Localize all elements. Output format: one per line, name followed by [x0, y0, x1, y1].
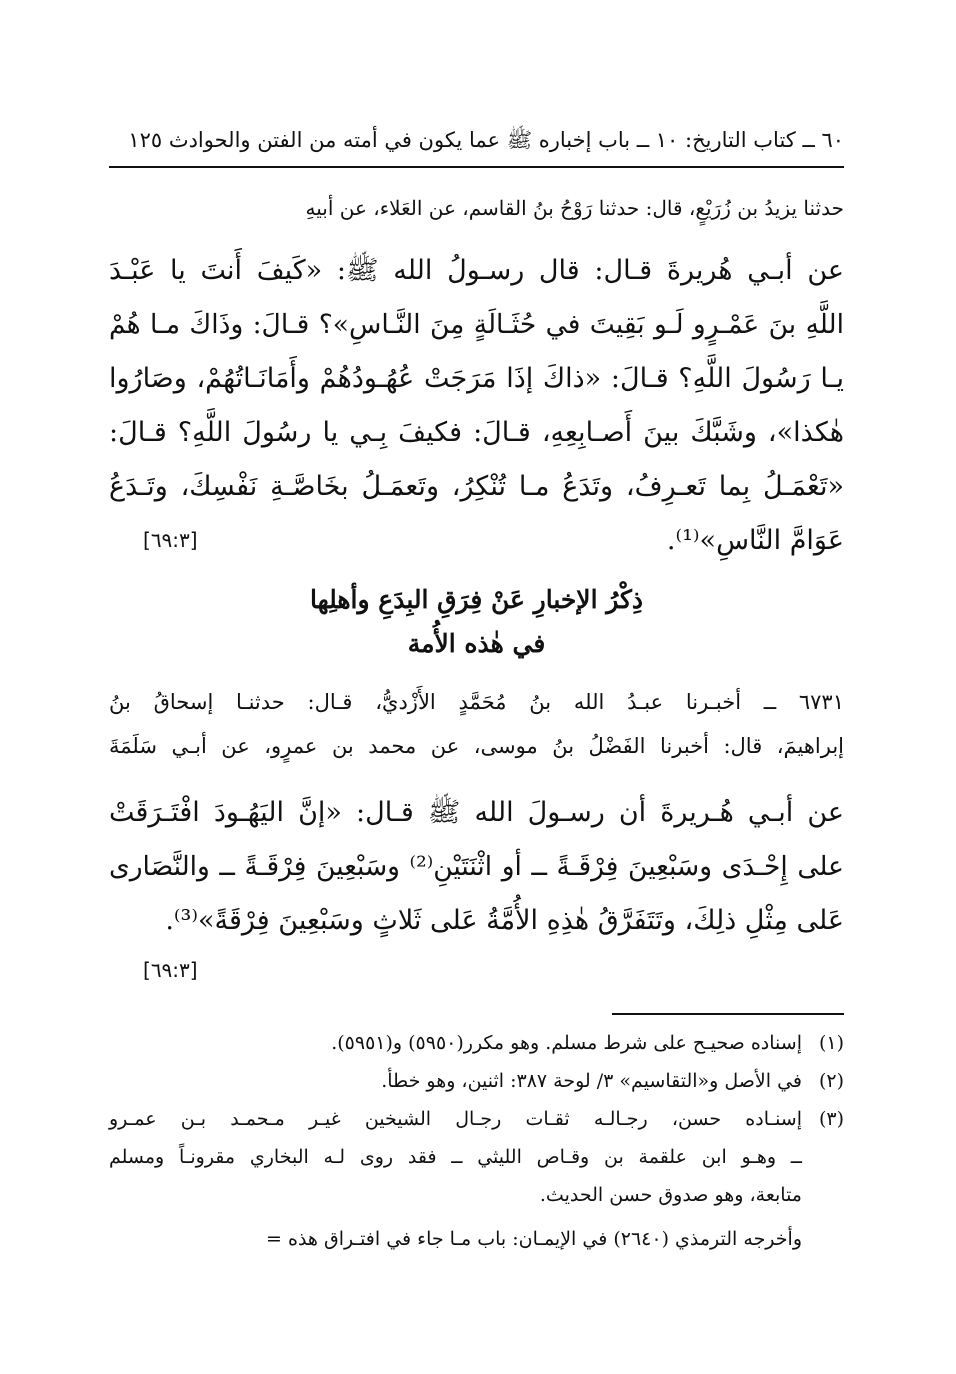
hadith2-reference: [٦٩:٣]: [143, 958, 198, 982]
hadith1-reference: [٦٩:٣]: [143, 528, 198, 552]
hadith1-matn: [109, 244, 844, 568]
hadith2-sanad: [109, 680, 844, 768]
footnote-continuation-text: وأخرجه الترمذي (٢٦٤٠) في الإيمـان: باب مـا جاء في افتـراق هذه =: [266, 1228, 802, 1250]
running-header: ٦٠ ــ كتاب التاريخ: ١٠ ــ باب إخباره ﷺ عما يكون في أمته من الفتن والحوادث ١٢٥: [128, 128, 844, 152]
footnote-text: إسناده صحيـح على شرط مسلم. وهو مكرر(٥٩٥٠) و(٥٩٥١).: [331, 1032, 802, 1054]
footnote-text: متابعة، وهو صدوق حسن الحديث.: [539, 1184, 802, 1206]
heading-line: ذِكْرُ الإخبارِ عَنْ فِرَقِ البِدَعِ وأهلِها: [309, 585, 644, 614]
matn-line: عن أبـي هُريرةَ قـال: قال رسـولُ الله ﷺ: «كَيفَ أَنتَ يا عَبْـدَ: [109, 255, 844, 286]
sanad-line: إبراهيمَ، قال: أخبرنا الفَضْلُ بنُ موسى، عن محمد بن عمرٍو، عن أبـي سَلَمَةَ: [109, 734, 844, 758]
matn-line: يـا رَسُولَ اللَّهِ؟ قـالَ: «ذاكَ إذَا مَرَجَتْ عُهُـودُهُمْ وأَمَانَـاتُهُمْ، وصَارُوا: [109, 363, 844, 394]
footnote-number: (٣): [818, 1108, 844, 1130]
sanad-line: ٦٧٣١ ــ أخبـرنا عبـدُ الله بنُ مُحَمَّدٍ الأَزْديُّ، قـال: حدثنـا إسحاقُ بنُ: [109, 690, 844, 714]
matn-line: عن أبـي هُـريرةَ أن رسـولَ الله ﷺ قـال: «إنَّ اليَهُـودَ افْتَـرَقَتْ: [109, 797, 844, 828]
matn-line: عَوَامَّ النَّاسِ»⁽¹⁾.: [666, 525, 844, 556]
footnote-continuation: [109, 1220, 844, 1258]
sanad-line: حدثنا يزيدُ بن زُرَيْعٍ، قال: حدثنا رَوْحُ بنُ القاسم، عن العَلاء، عن أبيهِ: [305, 196, 844, 220]
footnote-3: [109, 1100, 844, 1214]
hadith1-sanad: [109, 186, 844, 230]
matn-line: هٰكذا»، وشَبَّكَ بينَ أَصـابِعِهِ، قـالَ: فكيفَ بِـي يا رسُولَ اللَّهِ؟ قـالَ:: [109, 417, 844, 448]
matn-line: «تَعْمَـلُ بِما تَعـرِفُ، وتَدَعُ مـا تُنْكِرُ، وتَعمَـلُ بخَاصَّـةِ نَفْسِكَ، وتَـدَعُ: [109, 471, 844, 502]
footnote-text: ــ وهـو ابن علقمة بن وقـاص الليثي ــ فقد روى لـه البخاري مقرونـاً ومسلم: [109, 1146, 802, 1168]
footnote-text: إسنـاده حسن، رجـالـه ثقـات رجـال الشيخين غيـر مـحمـد بـن عمـرو: [109, 1108, 802, 1130]
hadith2-matn: [109, 786, 844, 948]
footnotes: [109, 1024, 844, 1258]
heading-line: في هٰذه الأُمة: [407, 629, 546, 658]
matn-line: عَلى مِثْلِ ذلِكَ، وتَتَفَرَّقُ هٰذِهِ الأُمَّةُ عَلى ثَلاثٍ وسَبْعِينَ فِرْقَةً»⁽³⁾.: [165, 905, 844, 936]
footnote-rule: [612, 1013, 844, 1015]
matn-line: اللَّهِ بنَ عَمْـرٍو لَـو بَقِيتَ في حُثَـالَةٍ مِنَ النَّـاسِ»؟ قـالَ: وذَاكَ مـا هُمْ: [109, 309, 844, 340]
section-heading: [109, 578, 844, 666]
matn-line: على إِحْـدَى وسَبْعِينَ فِرْقَـةً ــ أو اثْنَتَيْنِ⁽²⁾ وسَبْعِينَ فِرْقَـةً ــ والنَّصَارى: [109, 851, 844, 882]
footnote-2: [109, 1062, 844, 1100]
footnote-text: في الأصل و«التقاسيم» ٣/ لوحة ٣٨٧: اثنين، وهو خطأ.: [381, 1070, 802, 1092]
header-rule: [109, 166, 844, 168]
footnote-1: [109, 1024, 844, 1062]
footnote-number: (١): [818, 1032, 844, 1054]
footnote-number: (٢): [818, 1070, 844, 1092]
